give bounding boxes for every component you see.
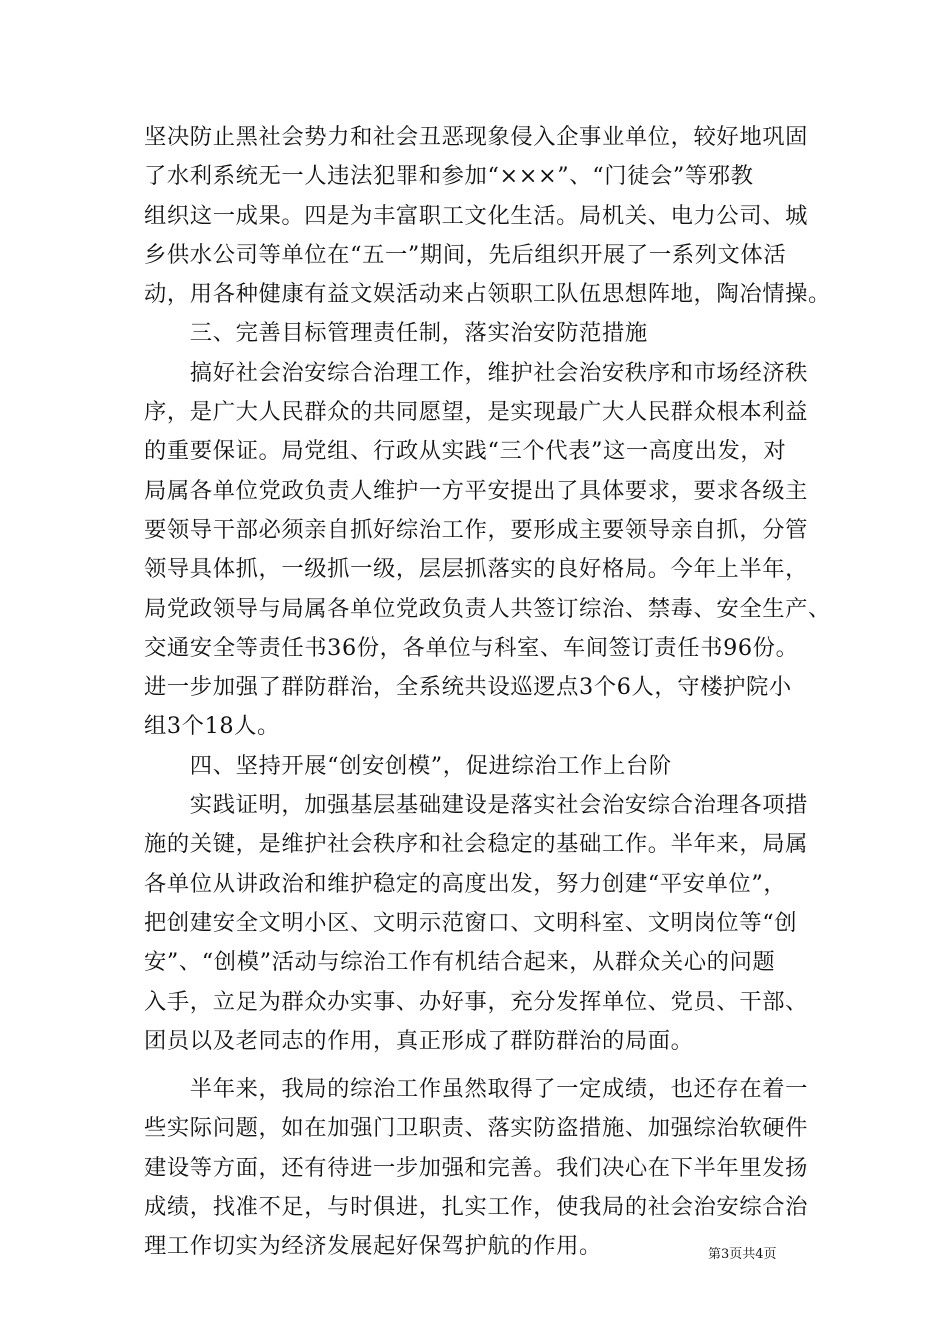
text-line: 动，用各种健康有益文娱活动来占领职工队伍思想阵地，陶冶情操。 (144, 281, 831, 308)
text-line: 各单位从讲政治和维护稳定的高度出发，努力创建“平安单位”， (144, 870, 787, 897)
text-line: 建设等方面，还有待进一步加强和完善。我们决心在下半年里发扬 (144, 1154, 809, 1181)
text-line: 施的关键，是维护社会秩序和社会稳定的基础工作。半年来，局属 (144, 831, 809, 858)
text-line: 要领导干部必须亲自抓好综治工作，要形成主要领导亲自抓，分管 (144, 516, 809, 543)
paragraph-gap (144, 1061, 814, 1070)
text-line: 组3个18人。 (144, 713, 280, 740)
text-line: 实践证明，加强基层基础建设是落实社会治安综合治理各项措 (144, 792, 809, 819)
text-line: 理工作切实为经济发展起好保驾护航的作用。 (144, 1233, 602, 1260)
page-number-footer: 第3页共4页 (708, 1247, 777, 1262)
text-line: 组织这一成果。四是为丰富职工文化生活。局机关、电力公司、城 (144, 202, 809, 229)
document-body (144, 118, 831, 1267)
text-line: 安”、“创模”活动与综治工作有机结合起来，从群众关心的问题 (144, 949, 776, 976)
text-line: 了水利系统无一人违法犯罪和参加“×××”、“门徒会”等邪教 (144, 163, 754, 190)
text-line: 四、坚持开展“创安创模”，促进综治工作上台阶 (144, 752, 672, 779)
text-line: 进一步加强了群防群治，全系统共设巡逻点3个6人，守楼护院小 (144, 674, 792, 701)
text-line: 的重要保证。局党组、行政从实践“三个代表”这一高度出发，对 (144, 438, 787, 465)
text-line: 交通安全等责任书36份，各单位与科室、车间签订责任书96份。 (144, 634, 799, 661)
text-line: 序，是广大人民群众的共同愿望，是实现最广大人民群众根本利益 (144, 399, 809, 426)
text-line: 些实际问题，如在加强门卫职责、落实防盗措施、加强综治软硬件 (144, 1115, 809, 1142)
text-line: 领导具体抓，一级抓一级，层层抓落实的良好格局。今年上半年， (144, 556, 809, 583)
text-line: 局属各单位党政负责人维护一方平安提出了具体要求，要求各级主 (144, 477, 809, 504)
text-line: 成绩，找准不足，与时俱进，扎实工作，使我局的社会治安综合治 (144, 1194, 809, 1221)
text-line: 把创建安全文明小区、文明示范窗口、文明科室、文明岗位等“创 (144, 909, 798, 936)
text-line: 半年来，我局的综治工作虽然取得了一定成绩，也还存在着一 (144, 1076, 809, 1103)
text-line: 搞好社会治安综合治理工作，维护社会治安秩序和市场经济秩 (144, 359, 809, 386)
text-line: 三、完善目标管理责任制，落实治安防范措施 (144, 320, 648, 347)
text-line: 局党政领导与局属各单位党政负责人共签订综治、禁毒、安全生产、 (144, 595, 831, 622)
text-line: 坚决防止黑社会势力和社会丑恶现象侵入企事业单位，较好地巩固 (144, 124, 809, 150)
text-line: 乡供水公司等单位在“五一”期间，先后组织开展了一系列文体活 (144, 241, 787, 268)
text-line: 入手，立足为群众办实事、办好事，充分发挥单位、党员、干部、 (144, 988, 809, 1015)
text-line: 团员以及老同志的作用，真正形成了群防群治的局面。 (144, 1027, 694, 1054)
